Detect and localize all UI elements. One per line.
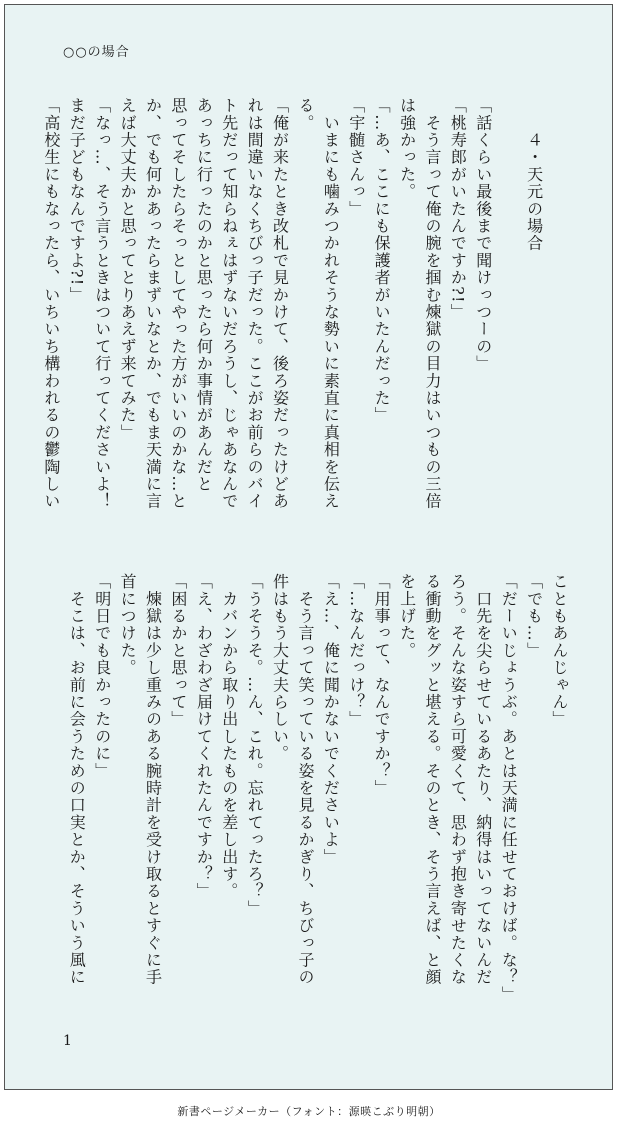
text-line: 「話くらい最後まで聞けっつーの」	[473, 97, 493, 373]
text-line: 「明日でも良かったのに」	[92, 573, 112, 780]
text-line: 「宇髄さんっ」	[346, 97, 366, 218]
text-line: あっちに行ったのかと思ったら何か事情があんだと	[194, 97, 214, 493]
text-line: えば大丈夫かと思ってとりあえず来てみた」	[118, 97, 138, 441]
text-line: 煉獄は少し重みのある腕時計を受け取るとすぐに手	[143, 573, 163, 986]
text-line: 「桃寿郎がいたんですか?!」	[448, 97, 468, 321]
text-line: そこは、お前に会うための口実とか、そういう風に	[67, 573, 87, 986]
text-line: こともあんじゃん」	[550, 573, 569, 728]
text-line: 「え…、俺に聞かないでくださいよ」	[321, 573, 341, 866]
text-line: ト先だって知らねぇはずないだろうし、じゃあなんで	[219, 97, 239, 510]
text-line: 「うそうそ。…ん、これ。忘れてったろ？」	[245, 573, 265, 917]
footer-credit: 新書ページメーカー（フォント：源暎こぶり明朝）	[177, 1105, 441, 1118]
text-line: 「だーいじょうぶ。あとは天満に任せておけば。な？」	[499, 573, 519, 1003]
text-line: まだ子どもなんですよ?!」	[67, 97, 87, 304]
text-line: 「…あ、ここにも保護者がいたんだった」	[372, 97, 392, 424]
text-line: 「でも…」	[524, 573, 544, 659]
text-line: ろう。そんな姿すら可愛くて、思わず抱き寄せたくな	[448, 573, 468, 986]
text-line: 「俺が来たとき改札で見かけて、後ろ姿だったけどあ	[270, 97, 290, 510]
text-column-bottom	[67, 573, 572, 1013]
text-line: カバンから取り出したものを差し出す。	[219, 573, 239, 900]
text-line: を上げた。	[397, 573, 417, 659]
running-header: ○○の場合	[63, 45, 130, 60]
text-line: れは間違いなくちびっ子だった。ここがお前らのバイ	[245, 97, 265, 510]
text-line: 思ってそしたらそっとしてやった方がいいのかな…と	[168, 97, 188, 510]
text-line: そう言って俺の腕を掴む煉獄の目力はいつもの三倍	[422, 97, 442, 510]
text-line: は強かった。	[397, 97, 417, 201]
text-line: 「…なんだっけ？」	[346, 573, 366, 728]
text-line: いまにも噛みつかれそうな勢いに素直に真相を伝え	[321, 97, 341, 510]
text-line: 首につけた。	[118, 573, 138, 677]
text-line: か、でも何かあったらまずいなとか、でもま天満に言	[143, 97, 163, 510]
text-line: 「用事って、なんですか？」	[372, 573, 392, 797]
text-line: 「なっ…、そう言うときはついて行ってくださいよ！	[92, 97, 112, 510]
text-line: 「え、わざわざ届けてくれたんですか？」	[194, 573, 214, 900]
text-line: る。	[295, 97, 315, 132]
text-line	[547, 97, 572, 537]
page-number: 1	[63, 1033, 72, 1049]
text-line: そう言って笑っている姿を見るかぎり、ちびっ子の	[295, 573, 315, 986]
text-line: 件はもう大丈夫らしい。	[270, 573, 290, 763]
text-line: 「高校生にもなったら、いちいち構われるの鬱陶しい	[41, 97, 61, 510]
text-line: 口先を尖らせているあたり、納得はいってないんだ	[473, 573, 493, 986]
text-column-top	[41, 97, 572, 537]
book-page	[4, 4, 613, 1090]
text-line	[496, 97, 521, 537]
text-line: 「困るかと思って」	[168, 573, 188, 728]
text-line: る衝動をグッと堪える。そのとき、そう言えば、と顔	[422, 573, 442, 986]
text-line: ４・天元の場合	[524, 97, 544, 252]
